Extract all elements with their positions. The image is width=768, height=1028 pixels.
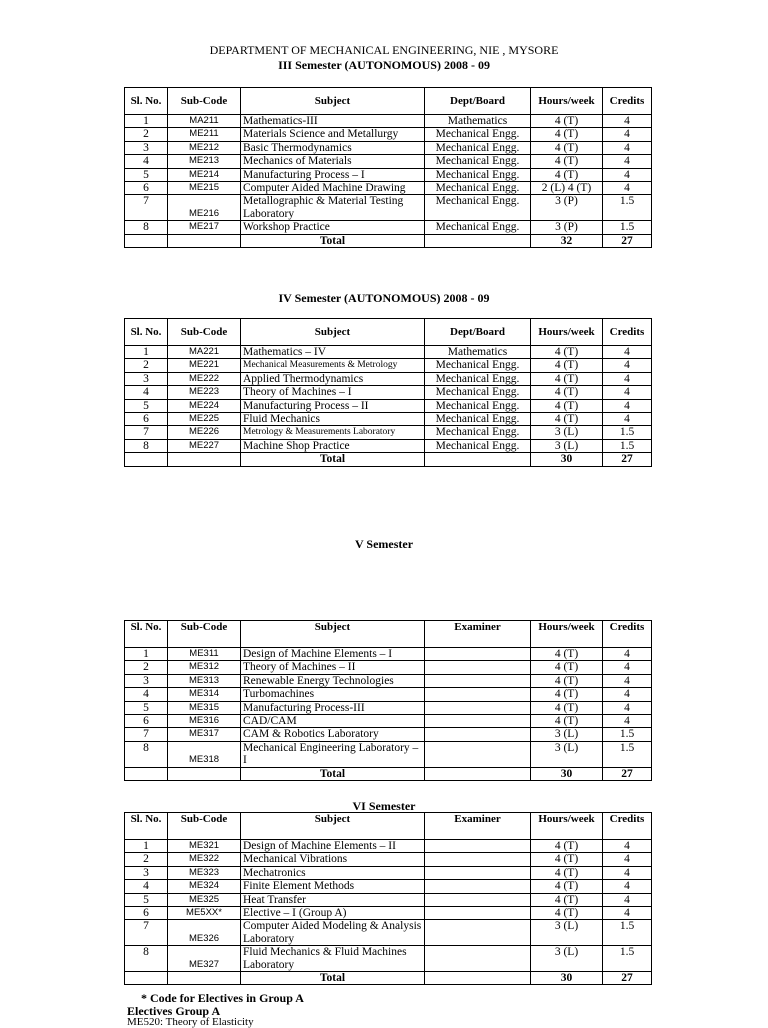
- cell-code: ME221: [168, 359, 241, 372]
- cell-sl: [125, 453, 168, 466]
- cell-credits: 4: [603, 840, 652, 853]
- cell-sl: 2: [125, 359, 168, 372]
- cell-sl: 6: [125, 413, 168, 426]
- col-hours: Hours/week: [531, 319, 603, 346]
- cell-code: MA221: [168, 346, 241, 359]
- table-row: [125, 346, 652, 359]
- cell-subject: Manufacturing Process – I: [241, 168, 425, 181]
- cell-dept: Mechanical Engg.: [425, 128, 531, 141]
- cell-hours: 4 (T): [531, 840, 603, 853]
- total-hours: 30: [531, 453, 603, 466]
- cell-examiner: [425, 674, 531, 687]
- cell-examiner: [425, 853, 531, 866]
- cell-dept: [425, 767, 531, 780]
- cell-sl: 4: [125, 155, 168, 168]
- cell-hours: 4 (T): [531, 168, 603, 181]
- cell-subject: Finite Element Methods: [241, 880, 425, 893]
- cell-subject: Theory of Machines – II: [241, 661, 425, 674]
- table-row: [125, 920, 652, 946]
- table-row: [125, 439, 652, 452]
- col-sl: Sl. No.: [125, 813, 168, 840]
- cell-code: ME222: [168, 372, 241, 385]
- cell-code: ME224: [168, 399, 241, 412]
- cell-sl: 5: [125, 893, 168, 906]
- cell-dept: Mechanical Engg.: [425, 182, 531, 195]
- cell-code: ME327: [168, 946, 241, 972]
- sem5-title: V Semester: [354, 537, 414, 551]
- cell-code: ME318: [168, 741, 241, 767]
- cell-code: ME212: [168, 141, 241, 154]
- cell-hours: 4 (T): [531, 688, 603, 701]
- table-row: [125, 413, 652, 426]
- cell-dept: [425, 453, 531, 466]
- total-label: Total: [241, 453, 425, 466]
- col-credits: Credits: [603, 319, 652, 346]
- cell-hours: 3 (L): [531, 920, 603, 946]
- col-examiner: Examiner: [425, 621, 531, 648]
- cell-sl: 8: [125, 741, 168, 767]
- cell-dept: [425, 972, 531, 985]
- table-row: [125, 701, 652, 714]
- cell-dept: Mechanical Engg.: [425, 426, 531, 439]
- cell-subject: Mathematics – IV: [241, 346, 425, 359]
- cell-subject: Manufacturing Process – II: [241, 399, 425, 412]
- col-hours: Hours/week: [531, 813, 603, 840]
- cell-hours: 4 (T): [531, 880, 603, 893]
- cell-credits: 4: [603, 715, 652, 728]
- col-examiner: Examiner: [425, 813, 531, 840]
- cell-dept: Mechanical Engg.: [425, 386, 531, 399]
- table-row: [125, 688, 652, 701]
- sem3-table: [124, 87, 652, 248]
- cell-sl: 1: [125, 346, 168, 359]
- cell-credits: 4: [603, 168, 652, 181]
- cell-code: ME216: [168, 195, 241, 221]
- cell-dept: Mathematics: [425, 115, 531, 128]
- cell-dept: Mechanical Engg.: [425, 399, 531, 412]
- cell-subject: Materials Science and Metallurgy: [241, 128, 425, 141]
- total-row: [125, 234, 652, 247]
- cell-hours: 3 (L): [531, 439, 603, 452]
- elective-item: ME520: Theory of Elasticity: [127, 1016, 254, 1028]
- cell-credits: 4: [603, 880, 652, 893]
- cell-examiner: [425, 893, 531, 906]
- cell-hours: 4 (T): [531, 155, 603, 168]
- cell-subject: Machine Shop Practice: [241, 439, 425, 452]
- cell-code: ME225: [168, 413, 241, 426]
- table-row: [125, 648, 652, 661]
- table-row: [125, 741, 652, 767]
- cell-subject: Design of Machine Elements – II: [241, 840, 425, 853]
- total-credits: 27: [603, 767, 652, 780]
- cell-dept: Mechanical Engg.: [425, 155, 531, 168]
- cell-code: [168, 453, 241, 466]
- cell-code: ME227: [168, 439, 241, 452]
- cell-hours: 4 (T): [531, 893, 603, 906]
- cell-code: ME322: [168, 853, 241, 866]
- total-label: Total: [241, 972, 425, 985]
- cell-subject: Fluid Mechanics: [241, 413, 425, 426]
- cell-hours: 4 (T): [531, 853, 603, 866]
- cell-code: ME315: [168, 701, 241, 714]
- cell-subject: Metallographic & Material Testing Laboratory: [241, 195, 425, 221]
- cell-sl: 6: [125, 907, 168, 920]
- cell-credits: 4: [603, 893, 652, 906]
- col-sl: Sl. No.: [125, 88, 168, 115]
- cell-hours: 3 (L): [531, 946, 603, 972]
- cell-credits: 4: [603, 141, 652, 154]
- table-row: [125, 115, 652, 128]
- table-row: [125, 715, 652, 728]
- cell-hours: 4 (T): [531, 413, 603, 426]
- cell-sl: [125, 767, 168, 780]
- cell-sl: 7: [125, 195, 168, 221]
- cell-credits: 4: [603, 701, 652, 714]
- cell-code: ME317: [168, 728, 241, 741]
- table-row: [125, 168, 652, 181]
- cell-credits: 4: [603, 399, 652, 412]
- cell-hours: 4 (T): [531, 701, 603, 714]
- cell-sl: 4: [125, 688, 168, 701]
- col-subject: Subject: [241, 319, 425, 346]
- table-row: [125, 386, 652, 399]
- cell-hours: 2 (L) 4 (T): [531, 182, 603, 195]
- table-row: [125, 893, 652, 906]
- total-hours: 30: [531, 972, 603, 985]
- cell-examiner: [425, 920, 531, 946]
- cell-dept: Mechanical Engg.: [425, 359, 531, 372]
- cell-subject: Manufacturing Process-III: [241, 701, 425, 714]
- cell-subject: Computer Aided Modeling & Analysis Laboratory: [241, 920, 425, 946]
- cell-code: ME226: [168, 426, 241, 439]
- cell-credits: 4: [603, 866, 652, 879]
- cell-hours: 4 (T): [531, 648, 603, 661]
- cell-sl: [125, 234, 168, 247]
- cell-credits: 1.5: [603, 741, 652, 767]
- cell-hours: 3 (L): [531, 426, 603, 439]
- cell-credits: 1.5: [603, 195, 652, 221]
- cell-credits: 4: [603, 853, 652, 866]
- cell-subject: Renewable Energy Technologies: [241, 674, 425, 687]
- electives-heading: Electives Group A: [127, 1004, 221, 1018]
- cell-subject: Mechanical Measurements & Metrology: [241, 359, 425, 372]
- cell-code: ME316: [168, 715, 241, 728]
- cell-credits: 4: [603, 372, 652, 385]
- cell-sl: 8: [125, 221, 168, 234]
- total-hours: 30: [531, 767, 603, 780]
- cell-credits: 4: [603, 648, 652, 661]
- total-credits: 27: [603, 234, 652, 247]
- cell-code: MA211: [168, 115, 241, 128]
- cell-code: ME213: [168, 155, 241, 168]
- cell-sl: 8: [125, 439, 168, 452]
- cell-subject: Mechatronics: [241, 866, 425, 879]
- cell-code: ME324: [168, 880, 241, 893]
- cell-credits: 1.5: [603, 439, 652, 452]
- cell-credits: 4: [603, 661, 652, 674]
- total-hours: 32: [531, 234, 603, 247]
- cell-examiner: [425, 688, 531, 701]
- cell-hours: 3 (P): [531, 221, 603, 234]
- cell-code: ME215: [168, 182, 241, 195]
- cell-dept: Mechanical Engg.: [425, 141, 531, 154]
- cell-examiner: [425, 741, 531, 767]
- col-dept: Dept/Board: [425, 88, 531, 115]
- cell-dept: Mechanical Engg.: [425, 439, 531, 452]
- cell-hours: 4 (T): [531, 359, 603, 372]
- cell-examiner: [425, 715, 531, 728]
- cell-credits: 4: [603, 155, 652, 168]
- table-row: [125, 155, 652, 168]
- cell-credits: 4: [603, 115, 652, 128]
- cell-dept: [425, 234, 531, 247]
- cell-sl: 1: [125, 115, 168, 128]
- cell-credits: 4: [603, 359, 652, 372]
- col-code: Sub-Code: [168, 319, 241, 346]
- sem4-table: [124, 318, 652, 467]
- cell-examiner: [425, 880, 531, 893]
- total-row: [125, 453, 652, 466]
- table-row: [125, 661, 652, 674]
- col-sl: Sl. No.: [125, 621, 168, 648]
- cell-credits: 4: [603, 386, 652, 399]
- sem3-title: III Semester (AUTONOMOUS) 2008 - 09: [278, 58, 490, 72]
- cell-subject: Mathematics-III: [241, 115, 425, 128]
- cell-examiner: [425, 701, 531, 714]
- cell-subject: Basic Thermodynamics: [241, 141, 425, 154]
- cell-sl: 6: [125, 182, 168, 195]
- cell-examiner: [425, 866, 531, 879]
- cell-sl: 7: [125, 920, 168, 946]
- cell-credits: 1.5: [603, 426, 652, 439]
- cell-code: ME325: [168, 893, 241, 906]
- cell-examiner: [425, 648, 531, 661]
- cell-sl: 6: [125, 715, 168, 728]
- cell-credits: 4: [603, 413, 652, 426]
- cell-subject: Mechanics of Materials: [241, 155, 425, 168]
- col-hours: Hours/week: [531, 88, 603, 115]
- table-row: [125, 128, 652, 141]
- cell-credits: 1.5: [603, 728, 652, 741]
- cell-code: ME313: [168, 674, 241, 687]
- cell-sl: 3: [125, 866, 168, 879]
- table-row: [125, 866, 652, 879]
- cell-credits: 4: [603, 346, 652, 359]
- col-code: Sub-Code: [168, 621, 241, 648]
- cell-examiner: [425, 661, 531, 674]
- cell-dept: Mechanical Engg.: [425, 195, 531, 221]
- cell-credits: 1.5: [603, 221, 652, 234]
- cell-credits: 1.5: [603, 946, 652, 972]
- cell-subject: CAM & Robotics Laboratory: [241, 728, 425, 741]
- cell-hours: 3 (L): [531, 741, 603, 767]
- electives-note: * Code for Electives in Group A: [141, 991, 304, 1005]
- cell-sl: 8: [125, 946, 168, 972]
- cell-examiner: [425, 907, 531, 920]
- cell-code: [168, 767, 241, 780]
- cell-hours: 3 (L): [531, 728, 603, 741]
- col-subject: Subject: [241, 813, 425, 840]
- cell-code: ME314: [168, 688, 241, 701]
- cell-sl: 3: [125, 141, 168, 154]
- cell-sl: 1: [125, 840, 168, 853]
- col-credits: Credits: [603, 621, 652, 648]
- cell-sl: 3: [125, 674, 168, 687]
- table-row: [125, 946, 652, 972]
- cell-subject: Design of Machine Elements – I: [241, 648, 425, 661]
- cell-code: ME321: [168, 840, 241, 853]
- cell-hours: 4 (T): [531, 386, 603, 399]
- cell-hours: 4 (T): [531, 866, 603, 879]
- cell-sl: 5: [125, 399, 168, 412]
- total-label: Total: [241, 767, 425, 780]
- cell-subject: Computer Aided Machine Drawing: [241, 182, 425, 195]
- cell-hours: 3 (P): [531, 195, 603, 221]
- table-row: [125, 372, 652, 385]
- col-subject: Subject: [241, 88, 425, 115]
- cell-subject: CAD/CAM: [241, 715, 425, 728]
- cell-code: ME223: [168, 386, 241, 399]
- table-row: [125, 359, 652, 372]
- sem4-title: IV Semester (AUTONOMOUS) 2008 - 09: [278, 291, 490, 305]
- cell-hours: 4 (T): [531, 399, 603, 412]
- cell-sl: 5: [125, 701, 168, 714]
- cell-sl: 2: [125, 128, 168, 141]
- cell-credits: 4: [603, 128, 652, 141]
- col-dept: Dept/Board: [425, 319, 531, 346]
- col-sl: Sl. No.: [125, 319, 168, 346]
- cell-subject: Theory of Machines – I: [241, 386, 425, 399]
- cell-code: ME214: [168, 168, 241, 181]
- cell-sl: 2: [125, 661, 168, 674]
- cell-dept: Mechanical Engg.: [425, 372, 531, 385]
- cell-hours: 4 (T): [531, 674, 603, 687]
- cell-examiner: [425, 728, 531, 741]
- cell-sl: 2: [125, 853, 168, 866]
- cell-credits: 4: [603, 674, 652, 687]
- cell-subject: Workshop Practice: [241, 221, 425, 234]
- cell-code: ME312: [168, 661, 241, 674]
- table-row: [125, 141, 652, 154]
- cell-sl: 4: [125, 386, 168, 399]
- cell-examiner: [425, 946, 531, 972]
- cell-subject: Elective – I (Group A): [241, 907, 425, 920]
- cell-code: ME326: [168, 920, 241, 946]
- col-credits: Credits: [603, 813, 652, 840]
- total-row: [125, 972, 652, 985]
- cell-sl: 4: [125, 880, 168, 893]
- table-row: [125, 853, 652, 866]
- cell-credits: 4: [603, 688, 652, 701]
- cell-sl: 3: [125, 372, 168, 385]
- cell-code: [168, 234, 241, 247]
- total-credits: 27: [603, 972, 652, 985]
- col-code: Sub-Code: [168, 813, 241, 840]
- cell-subject: Turbomachines: [241, 688, 425, 701]
- cell-subject: Metrology & Measurements Laboratory: [241, 426, 425, 439]
- cell-hours: 4 (T): [531, 128, 603, 141]
- cell-credits: 4: [603, 907, 652, 920]
- table-row: [125, 728, 652, 741]
- table-row: [125, 195, 652, 221]
- col-credits: Credits: [603, 88, 652, 115]
- cell-sl: [125, 972, 168, 985]
- cell-code: ME5XX*: [168, 907, 241, 920]
- cell-hours: 4 (T): [531, 661, 603, 674]
- cell-sl: 7: [125, 426, 168, 439]
- table-row: [125, 182, 652, 195]
- table-row: [125, 840, 652, 853]
- cell-credits: 4: [603, 182, 652, 195]
- cell-examiner: [425, 840, 531, 853]
- table-row: [125, 221, 652, 234]
- cell-hours: 4 (T): [531, 372, 603, 385]
- table-row: [125, 426, 652, 439]
- cell-hours: 4 (T): [531, 141, 603, 154]
- cell-dept: Mechanical Engg.: [425, 168, 531, 181]
- col-subject: Subject: [241, 621, 425, 648]
- cell-credits: 1.5: [603, 920, 652, 946]
- cell-code: ME323: [168, 866, 241, 879]
- cell-hours: 4 (T): [531, 346, 603, 359]
- cell-subject: Mechanical Vibrations: [241, 853, 425, 866]
- total-row: [125, 767, 652, 780]
- cell-subject: Fluid Mechanics & Fluid Machines Laboratory: [241, 946, 425, 972]
- cell-dept: Mathematics: [425, 346, 531, 359]
- cell-hours: 4 (T): [531, 907, 603, 920]
- total-label: Total: [241, 234, 425, 247]
- cell-dept: Mechanical Engg.: [425, 413, 531, 426]
- table-row: [125, 907, 652, 920]
- cell-subject: Heat Transfer: [241, 893, 425, 906]
- department-heading: DEPARTMENT OF MECHANICAL ENGINEERING, NIE , MYSORE: [209, 43, 559, 57]
- total-credits: 27: [603, 453, 652, 466]
- cell-sl: 5: [125, 168, 168, 181]
- cell-code: ME311: [168, 648, 241, 661]
- table-row: [125, 880, 652, 893]
- col-code: Sub-Code: [168, 88, 241, 115]
- cell-subject: Mechanical Engineering Laboratory – I: [241, 741, 425, 767]
- cell-code: ME211: [168, 128, 241, 141]
- cell-subject: Applied Thermodynamics: [241, 372, 425, 385]
- cell-hours: 4 (T): [531, 715, 603, 728]
- table-row: [125, 399, 652, 412]
- cell-code: [168, 972, 241, 985]
- cell-sl: 1: [125, 648, 168, 661]
- cell-code: ME217: [168, 221, 241, 234]
- cell-dept: Mechanical Engg.: [425, 221, 531, 234]
- cell-hours: 4 (T): [531, 115, 603, 128]
- cell-sl: 7: [125, 728, 168, 741]
- sem6-table: [124, 812, 652, 985]
- sem6-title: VI Semester: [352, 799, 416, 813]
- table-row: [125, 674, 652, 687]
- sem5-table: [124, 620, 652, 781]
- col-hours: Hours/week: [531, 621, 603, 648]
